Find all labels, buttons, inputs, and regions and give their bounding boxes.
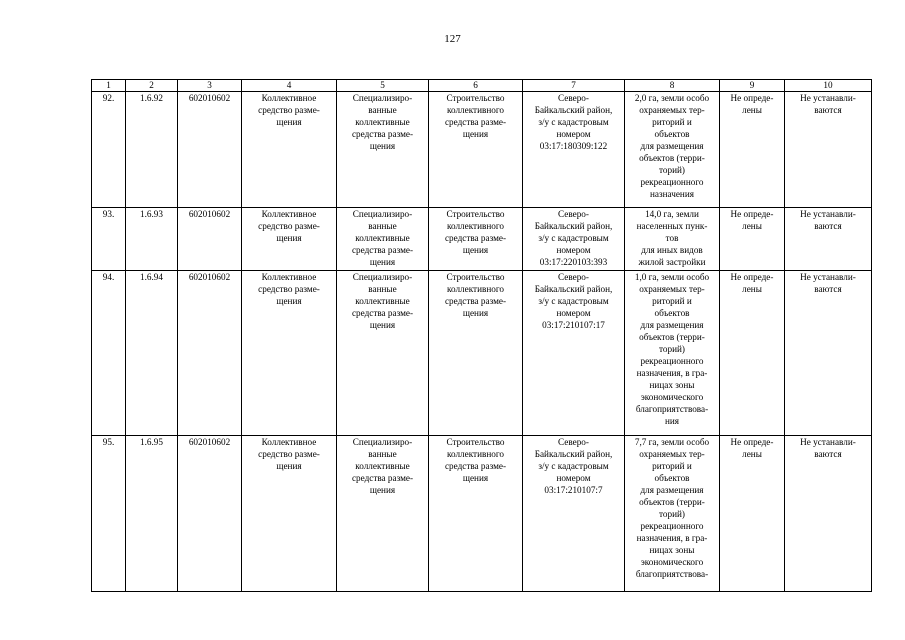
column-header-6: 6 [429,80,523,92]
table-row [92,92,872,208]
oktmo-code: 602010602 [178,92,242,208]
object-purpose: Строительство коллективного средства разме- щения [429,92,523,208]
object-code: 1.6.95 [126,436,178,592]
table-header-row [92,80,872,92]
column-header-7: 7 [523,80,625,92]
object-purpose: Строительство коллективного средства разме- щения [429,271,523,436]
object-location: Северо- Байкальский район, з/у с кадастровым номером 03:17:210107:7 [523,436,625,592]
zones-restrictions: Не устанавли- ваются [785,436,872,592]
object-type: Специализиро- ванные коллективные средства разме- щения [337,271,429,436]
table-row [92,271,872,436]
parameters: Не опреде- лены [720,436,785,592]
land-characteristics: 7,7 га, земли особо охраняемых тер- риторий и объектов для размещения объектов (терри- торий) рекреационного назначения, в гра- ницах зоны экономического благоприятствова- [625,436,720,592]
parameters: Не опреде- лены [720,92,785,208]
land-characteristics: 2,0 га, земли особо охраняемых тер- риторий и объектов для размещения объектов (терри- торий) рекреационного назначения [625,92,720,208]
zones-restrictions: Не устанавли- ваются [785,208,872,271]
object-purpose: Строительство коллективного средства разме- щения [429,208,523,271]
table-row [92,208,872,271]
parameters: Не опреде- лены [720,208,785,271]
object-type: Специализиро- ванные коллективные средства разме- щения [337,208,429,271]
oktmo-code: 602010602 [178,208,242,271]
column-header-5: 5 [337,80,429,92]
object-name: Коллективное средство разме- щения [242,208,337,271]
object-purpose: Строительство коллективного средства разме- щения [429,436,523,592]
oktmo-code: 602010602 [178,436,242,592]
row-number: 95. [92,436,126,592]
page-number: 127 [444,33,461,45]
oktmo-code: 602010602 [178,271,242,436]
row-number: 93. [92,208,126,271]
object-location: Северо- Байкальский район, з/у с кадастровым номером 03:17:210107:17 [523,271,625,436]
object-location: Северо- Байкальский район, з/у с кадастровым номером 03:17:220103:393 [523,208,625,271]
column-header-9: 9 [720,80,785,92]
column-header-2: 2 [126,80,178,92]
object-code: 1.6.92 [126,92,178,208]
column-header-10: 10 [785,80,872,92]
planning-table [91,79,872,592]
object-location: Северо- Байкальский район, з/у с кадастровым номером 03:17:180309:122 [523,92,625,208]
zones-restrictions: Не устанавли- ваются [785,271,872,436]
column-header-1: 1 [92,80,126,92]
object-name: Коллективное средство разме- щения [242,271,337,436]
object-type: Специализиро- ванные коллективные средства разме- щения [337,92,429,208]
object-name: Коллективное средство разме- щения [242,436,337,592]
column-header-4: 4 [242,80,337,92]
land-characteristics: 1,0 га, земли особо охраняемых тер- риторий и объектов для размещения объектов (терри- торий) рекреационного назначения, в гра- ницах зоны экономического благоприятствова- ния [625,271,720,436]
object-name: Коллективное средство разме- щения [242,92,337,208]
land-characteristics: 14,0 га, земли населенных пунк- тов для иных видов жилой застройки [625,208,720,271]
column-header-8: 8 [625,80,720,92]
object-type: Специализиро- ванные коллективные средства разме- щения [337,436,429,592]
column-header-3: 3 [178,80,242,92]
row-number: 94. [92,271,126,436]
zones-restrictions: Не устанавли- ваются [785,92,872,208]
row-number: 92. [92,92,126,208]
object-code: 1.6.94 [126,271,178,436]
parameters: Не опреде- лены [720,271,785,436]
table-row [92,436,872,592]
object-code: 1.6.93 [126,208,178,271]
